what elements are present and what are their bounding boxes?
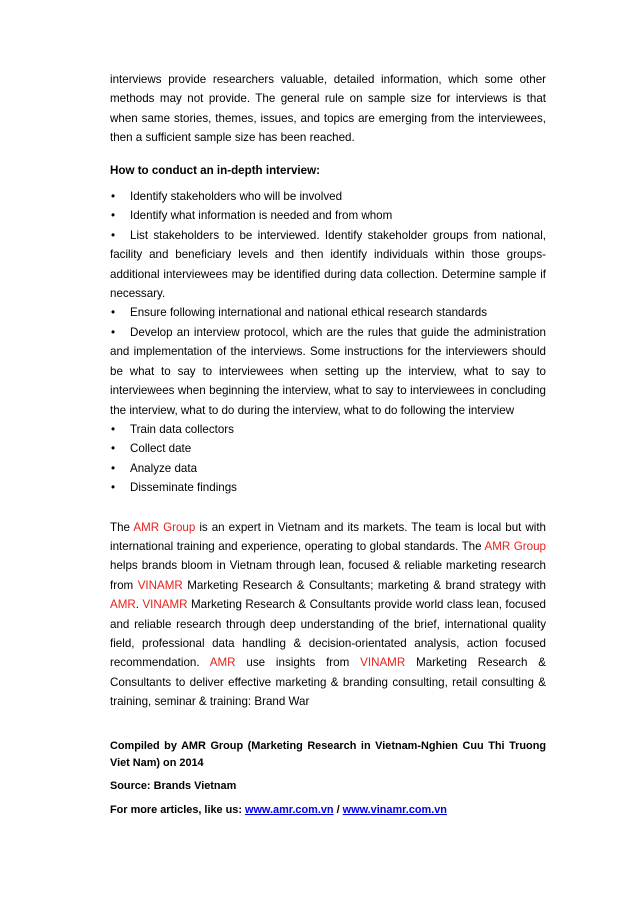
bullet-icon: •: [111, 228, 116, 242]
intro-paragraph: interviews provide researchers valuable, detailed information, which some other methods may not provide. The general rule on sample size for interviews is that when same stories, themes, issues, and topics are emerging from the interviewees, then a sufficient sample size has been reached.: [110, 73, 546, 145]
vinamr-highlight: VINAMR: [137, 578, 183, 592]
footer-block: [110, 738, 546, 820]
amr-text: The: [110, 520, 134, 534]
list-item: [110, 323, 546, 420]
vinamr-website-link[interactable]: www.vinamr.com.vn: [342, 803, 447, 816]
bullet-icon: •: [111, 442, 116, 456]
list-item-text: Develop an interview protocol, which are the rules that guide the administration and implementation of the interviews. Some instructions for the interviewers should be what to say to interviewees when setting up the interview, what to say to interviewees when beginning the interview, what to say to interviewees in concluding the interview, what to do during the interview, what to do following the interview: [110, 325, 546, 417]
list-item: [110, 478, 546, 497]
amr-highlight: AMR: [110, 598, 136, 612]
amr-group-highlight: AMR Group: [133, 520, 196, 534]
amr-text: use insights from: [235, 656, 361, 670]
list-item: [110, 439, 546, 458]
steps-list: [110, 187, 546, 498]
list-item: [110, 187, 546, 206]
list-item-text: Identify what information is needed and from whom: [130, 209, 393, 223]
bullet-icon: •: [111, 422, 116, 436]
bullet-icon: •: [111, 461, 116, 475]
list-item: [110, 206, 546, 225]
amr-text: is an expert in Vietnam and its markets. The team is local but with international training and experience, operating to global standards. The: [110, 520, 546, 553]
list-item-text: Disseminate findings: [130, 481, 237, 495]
list-item: [110, 459, 546, 478]
vinamr-highlight: VINAMR: [360, 656, 406, 670]
list-item-text: Ensure following international and national ethical research standards: [130, 306, 488, 320]
list-item: [110, 226, 546, 304]
more-articles-label: For more articles, like us:: [110, 803, 245, 816]
bullet-icon: •: [111, 306, 116, 320]
list-item-text: Analyze data: [130, 461, 198, 475]
amr-text: Marketing Research & Consultants to deliver effective marketing & branding consulting, retail consulting & training, seminar & training: Brand War: [110, 656, 547, 709]
amr-group-paragraph: [110, 518, 546, 712]
more-articles-line: [110, 802, 546, 819]
amr-text: Marketing Research & Consultants provide world class lean, focused and reliable research through deep understanding of the brief, international quality field, professional data handling & decision-orientated analysis, action focused recommendation.: [110, 598, 546, 670]
list-item-text: Identify stakeholders who will be involved: [130, 190, 343, 204]
source-text: Source: Brands Vietnam: [110, 780, 237, 793]
amr-website-link[interactable]: www.amr.com.vn: [244, 803, 334, 816]
amr-text: helps brands bloom in Vietnam through lean, focused & reliable marketing research from: [110, 559, 546, 592]
list-item-text: Train data collectors: [130, 422, 234, 436]
amr-text: .: [135, 598, 143, 612]
page-content: [110, 70, 546, 819]
amr-text: Marketing Research & Consultants; marketing & brand strategy with: [182, 578, 546, 592]
link-separator: /: [333, 803, 343, 816]
list-item-text: List stakeholders to be interviewed. Identify stakeholder groups from national, facility and beneficiary levels and then identify individuals within those groups-additional interviewees may be identified during data collection. Determine sample if necessary.: [110, 228, 546, 301]
amr-highlight: AMR: [209, 656, 236, 670]
bullet-icon: •: [111, 481, 116, 495]
bullet-icon: •: [111, 190, 116, 204]
list-item: [110, 303, 546, 322]
amr-group-highlight: AMR Group: [484, 539, 547, 553]
bullet-icon: •: [111, 325, 116, 339]
vinamr-highlight: VINAMR: [142, 598, 188, 612]
bullet-icon: •: [111, 209, 116, 223]
compiled-by-text: Compiled by AMR Group (Marketing Research in Vietnam-Nghien Cuu Thi Truong Viet Nam) on 2014: [110, 739, 546, 769]
section-heading: How to conduct an in-depth interview:: [110, 163, 320, 177]
list-item: [110, 420, 546, 439]
list-item-text: Collect date: [130, 442, 192, 456]
